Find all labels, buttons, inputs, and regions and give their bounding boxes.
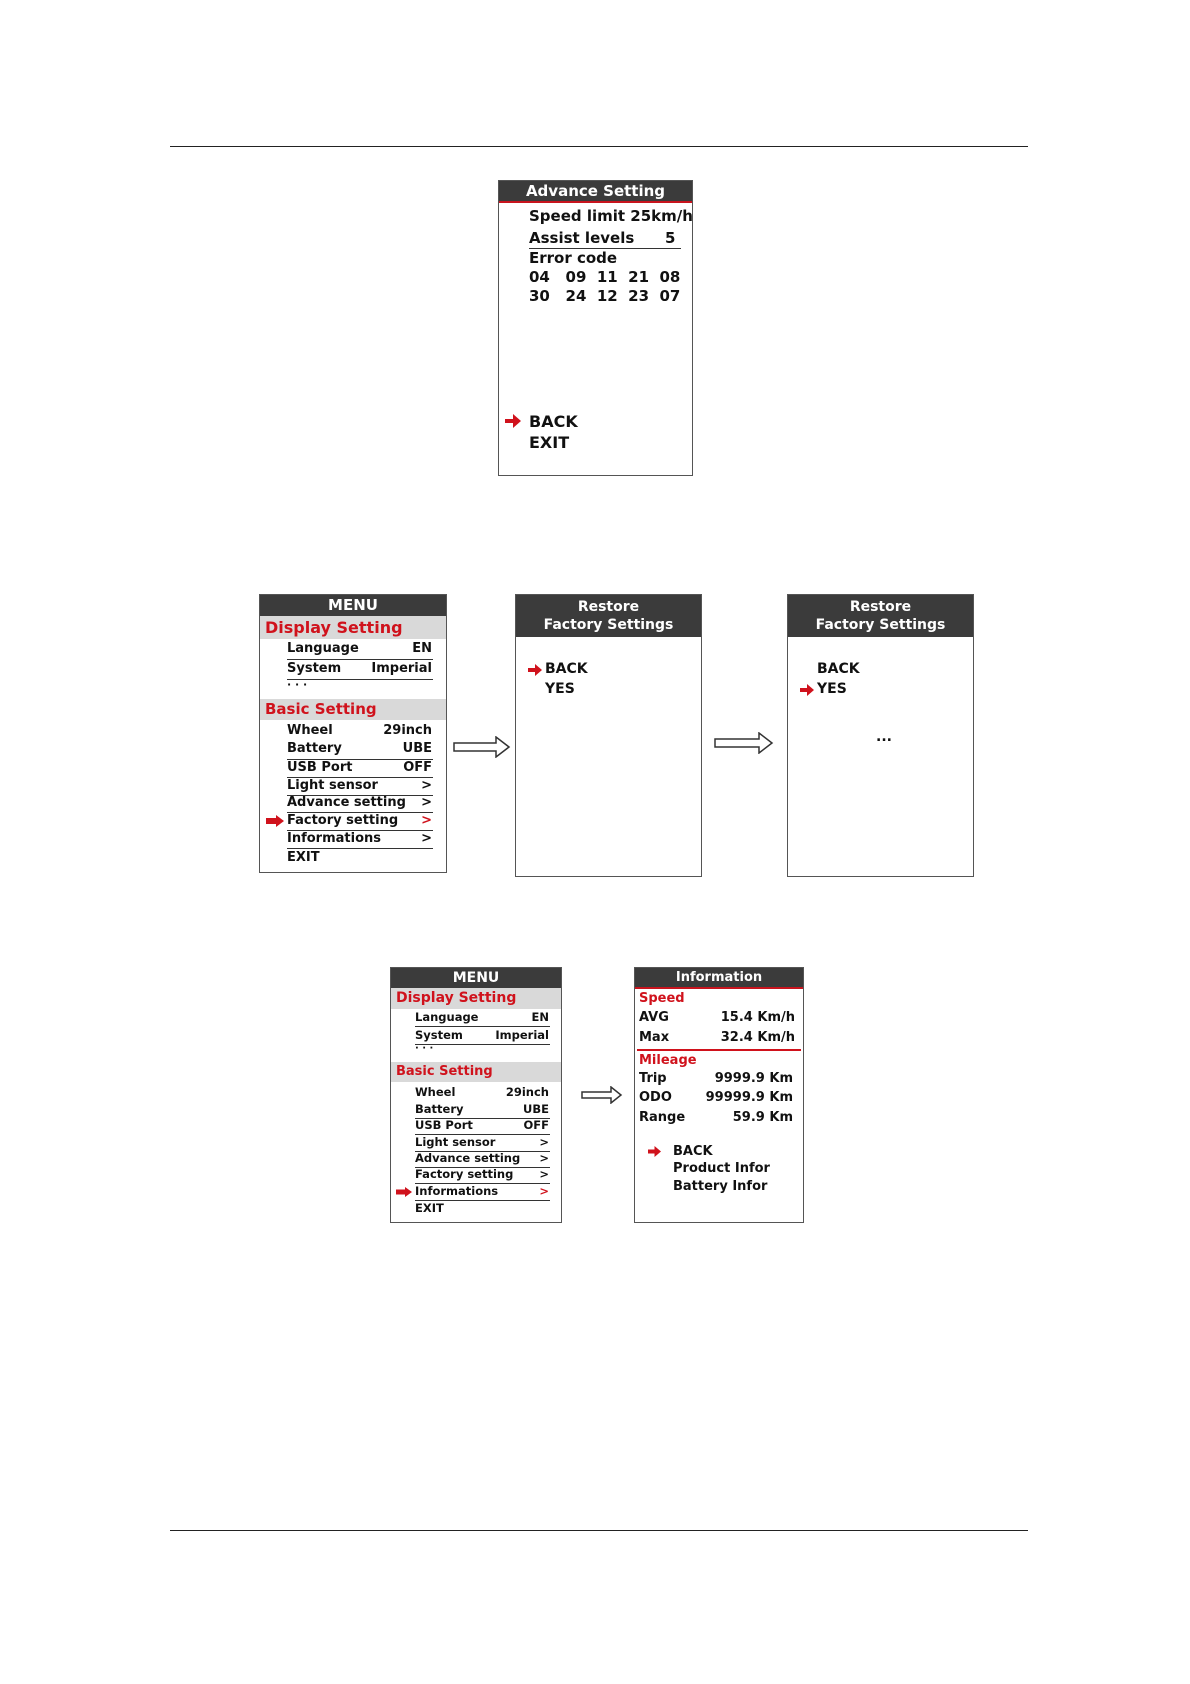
trip-value: 9999.9 Km [714,1071,793,1086]
avg-value: 15.4 Km/h [720,1010,795,1025]
restore-factory-screen-back [515,594,702,877]
advance-setting-label[interactable]: Advance setting [415,1151,521,1165]
wheel-value: 29inch [505,1085,549,1099]
language-label[interactable]: Language [415,1010,479,1024]
restore-title [788,595,973,637]
yes-option[interactable]: YES [545,681,575,697]
battery-label[interactable]: Battery [287,741,342,756]
product-infor-option[interactable]: Product Infor [673,1161,770,1176]
usb-port-value: OFF [523,1118,549,1132]
informations-underline [287,848,433,849]
exit-option[interactable]: EXIT [529,433,570,452]
assist-levels-value: 5 [665,229,676,247]
odo-label: ODO [639,1090,672,1105]
light-sensor-chevron: > [539,1135,549,1149]
restore-title-line2: Factory Settings [815,617,946,633]
wheel-label[interactable]: Wheel [287,723,333,738]
factory-setting-chevron: > [421,813,432,828]
more-ellipsis: · · · [287,678,308,691]
section-divider [637,1049,801,1051]
display-setting-section: Display Setting [260,616,446,639]
language-label[interactable]: Language [287,641,359,656]
screen-title: Advance Setting [499,181,692,203]
red-arrow-pointer-icon [648,1146,661,1157]
progress-dots: ... [876,729,892,745]
advance-setting-label[interactable]: Advance setting [287,795,406,810]
informations-label[interactable]: Informations [415,1184,499,1198]
more-ellipsis: · · · [415,1043,434,1054]
menu-title: MENU [391,968,561,988]
system-underline [415,1044,550,1045]
back-option[interactable]: BACK [545,661,588,677]
restore-title-line1: Restore [577,599,640,615]
exit-option[interactable]: EXIT [415,1201,444,1215]
wheel-value: 29inch [383,723,432,738]
restore-title [516,595,701,637]
system-label[interactable]: System [415,1028,463,1042]
display-setting-section: Display Setting [391,988,561,1009]
avg-label: AVG [639,1010,669,1025]
menu-screen [259,594,447,873]
hollow-right-arrow-icon [581,1086,623,1104]
battery-value: UBE [523,1102,549,1116]
max-label: Max [639,1030,670,1045]
hollow-right-arrow-icon [714,732,774,754]
informations-chevron: > [421,831,432,846]
trip-label: Trip [639,1071,667,1086]
error-code-row-1: 04 09 11 21 08 [529,268,681,286]
yes-option[interactable]: YES [817,681,847,697]
system-value: Imperial [371,661,432,676]
range-label: Range [639,1110,686,1125]
factory-setting-chevron: > [539,1167,549,1181]
battery-value: UBE [402,741,432,756]
back-option[interactable]: BACK [673,1144,713,1159]
back-option[interactable]: BACK [817,661,860,677]
battery-infor-option[interactable]: Battery Infor [673,1179,768,1194]
speed-limit-text: Speed limit 25km/h [529,207,693,225]
system-underline [287,679,433,680]
language-underline [287,659,433,660]
max-value: 32.4 Km/h [720,1030,795,1045]
odo-value: 99999.9 Km [705,1090,793,1105]
advance-setting-chevron: > [421,795,432,810]
factory-setting-label[interactable]: Factory setting [287,813,399,828]
error-code-label: Error code [529,249,618,267]
information-title: Information [635,968,803,989]
menu-screen-informations [390,967,562,1223]
restore-title-line2: Factory Settings [543,617,674,633]
usb-port-label[interactable]: USB Port [415,1118,473,1132]
red-arrow-pointer-icon [528,664,542,676]
system-value: Imperial [495,1028,549,1042]
red-arrow-pointer-icon [800,684,814,696]
system-label[interactable]: System [287,661,342,676]
language-value: EN [412,641,432,656]
language-underline [415,1026,550,1027]
speed-section: Speed [639,991,685,1006]
red-arrow-pointer-icon [396,1187,412,1197]
hollow-right-arrow-icon [453,736,511,758]
information-screen [634,967,804,1223]
light-sensor-label[interactable]: Light sensor [415,1135,496,1149]
basic-setting-section: Basic Setting [391,1062,561,1082]
menu-title: MENU [260,595,446,616]
bottom-rule [170,1530,1028,1531]
battery-label[interactable]: Battery [415,1102,464,1116]
top-rule [170,146,1028,147]
mileage-section: Mileage [639,1053,697,1068]
red-arrow-pointer-icon [505,414,521,428]
red-arrow-pointer-icon [266,815,284,827]
error-code-row-2: 30 24 12 23 07 [529,287,681,305]
back-option[interactable]: BACK [529,412,578,431]
range-value: 59.9 Km [732,1110,793,1125]
language-value: EN [531,1010,549,1024]
assist-levels-label[interactable]: Assist levels [529,229,635,247]
restore-factory-screen-yes [787,594,974,877]
wheel-label[interactable]: Wheel [415,1085,456,1099]
usb-port-value: OFF [403,760,432,775]
restore-title-line1: Restore [849,599,912,615]
light-sensor-chevron: > [421,778,432,793]
exit-option[interactable]: EXIT [287,850,320,865]
informations-chevron: > [539,1184,549,1198]
light-sensor-label[interactable]: Light sensor [287,778,378,793]
advance-setting-screen [498,180,693,476]
basic-setting-section: Basic Setting [260,699,446,720]
advance-setting-chevron: > [539,1151,549,1165]
informations-label[interactable]: Informations [287,831,382,846]
usb-port-label[interactable]: USB Port [287,760,353,775]
factory-setting-label[interactable]: Factory setting [415,1167,514,1181]
